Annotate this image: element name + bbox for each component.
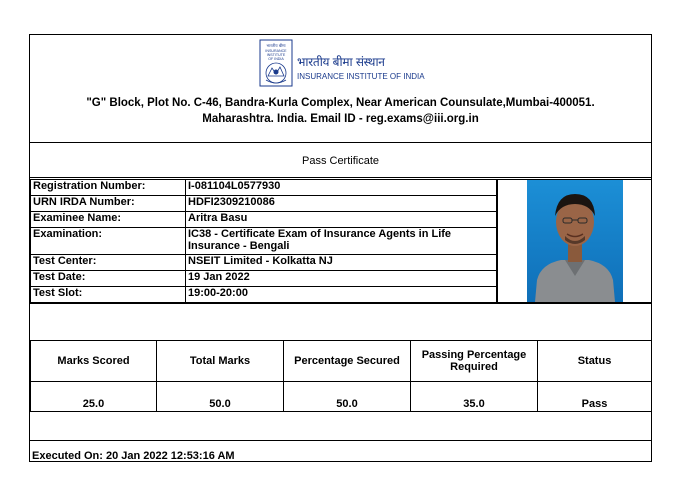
detail-label: Registration Number:	[31, 180, 186, 196]
marks-value-cell: 50.0	[284, 382, 411, 412]
examinee-details-table	[30, 179, 497, 303]
seal-text-line-2: INSURANCE	[265, 49, 287, 53]
detail-row	[31, 212, 497, 228]
detail-value: NSEIT Limited - Kolkatta NJ	[186, 255, 497, 271]
marks-header-row	[31, 341, 652, 382]
seal-text-line-3: INSTITUTE	[266, 53, 286, 57]
examinee-photo	[527, 180, 623, 302]
detail-label: Examinee Name:	[31, 212, 186, 228]
detail-row	[31, 228, 497, 255]
institute-seal-icon	[259, 39, 293, 87]
pass-certificate	[29, 34, 652, 462]
detail-label: URN IRDA Number:	[31, 196, 186, 212]
detail-label: Examination:	[31, 228, 186, 255]
detail-row	[31, 271, 497, 287]
detail-label: Test Date:	[31, 271, 186, 287]
institute-name-english: INSURANCE INSTITUTE OF INDIA	[297, 72, 425, 81]
detail-value: 19 Jan 2022	[186, 271, 497, 287]
marks-value-cell: 50.0	[157, 382, 284, 412]
seal-text-line-4: OF INDIA	[268, 57, 284, 61]
seal-text-line-1: भारतीय बीमा	[266, 43, 286, 48]
detail-row	[31, 196, 497, 212]
marks-header-cell: Passing Percentage Required	[411, 341, 538, 382]
institute-logo	[259, 39, 429, 91]
detail-value: HDFI2309210086	[186, 196, 497, 212]
marks-header-cell: Status	[538, 341, 652, 382]
divider	[30, 177, 651, 178]
detail-row	[31, 287, 497, 303]
marks-header-cell: Percentage Secured	[284, 341, 411, 382]
marks-value-row	[31, 382, 652, 412]
examinee-photo-frame	[497, 179, 652, 303]
marks-table	[30, 340, 652, 412]
detail-row	[31, 180, 497, 196]
marks-header-cell: Total Marks	[157, 341, 284, 382]
detail-value: IC38 - Certificate Exam of Insurance Agents in Life Insurance - Bengali	[186, 228, 497, 255]
detail-row	[31, 255, 497, 271]
certificate-title: Pass Certificate	[301, 155, 380, 167]
detail-value: Aritra Basu	[186, 212, 497, 228]
address-line-1: "G" Block, Plot No. C-46, Bandra-Kurla Complex, Near American Counsulate,Mumbai-400051.	[86, 97, 595, 109]
address-line-2: Maharashtra. India. Email ID - reg.exams@iii.org.in	[202, 113, 479, 125]
institute-name-hindi: भारतीय बीमा संस्थान	[297, 55, 385, 69]
marks-value-cell: 25.0	[31, 382, 157, 412]
detail-label: Test Center:	[31, 255, 186, 271]
divider	[30, 440, 651, 441]
detail-value: 19:00-20:00	[186, 287, 497, 303]
divider	[30, 142, 651, 143]
marks-value-cell: 35.0	[411, 382, 538, 412]
marks-header-cell: Marks Scored	[31, 341, 157, 382]
executed-on-text: Executed On: 20 Jan 2022 12:53:16 AM	[32, 450, 235, 462]
status-value-cell: Pass	[538, 382, 652, 412]
detail-label: Test Slot:	[31, 287, 186, 303]
detail-value: I-081104L0577930	[186, 180, 497, 196]
divider	[30, 303, 651, 304]
